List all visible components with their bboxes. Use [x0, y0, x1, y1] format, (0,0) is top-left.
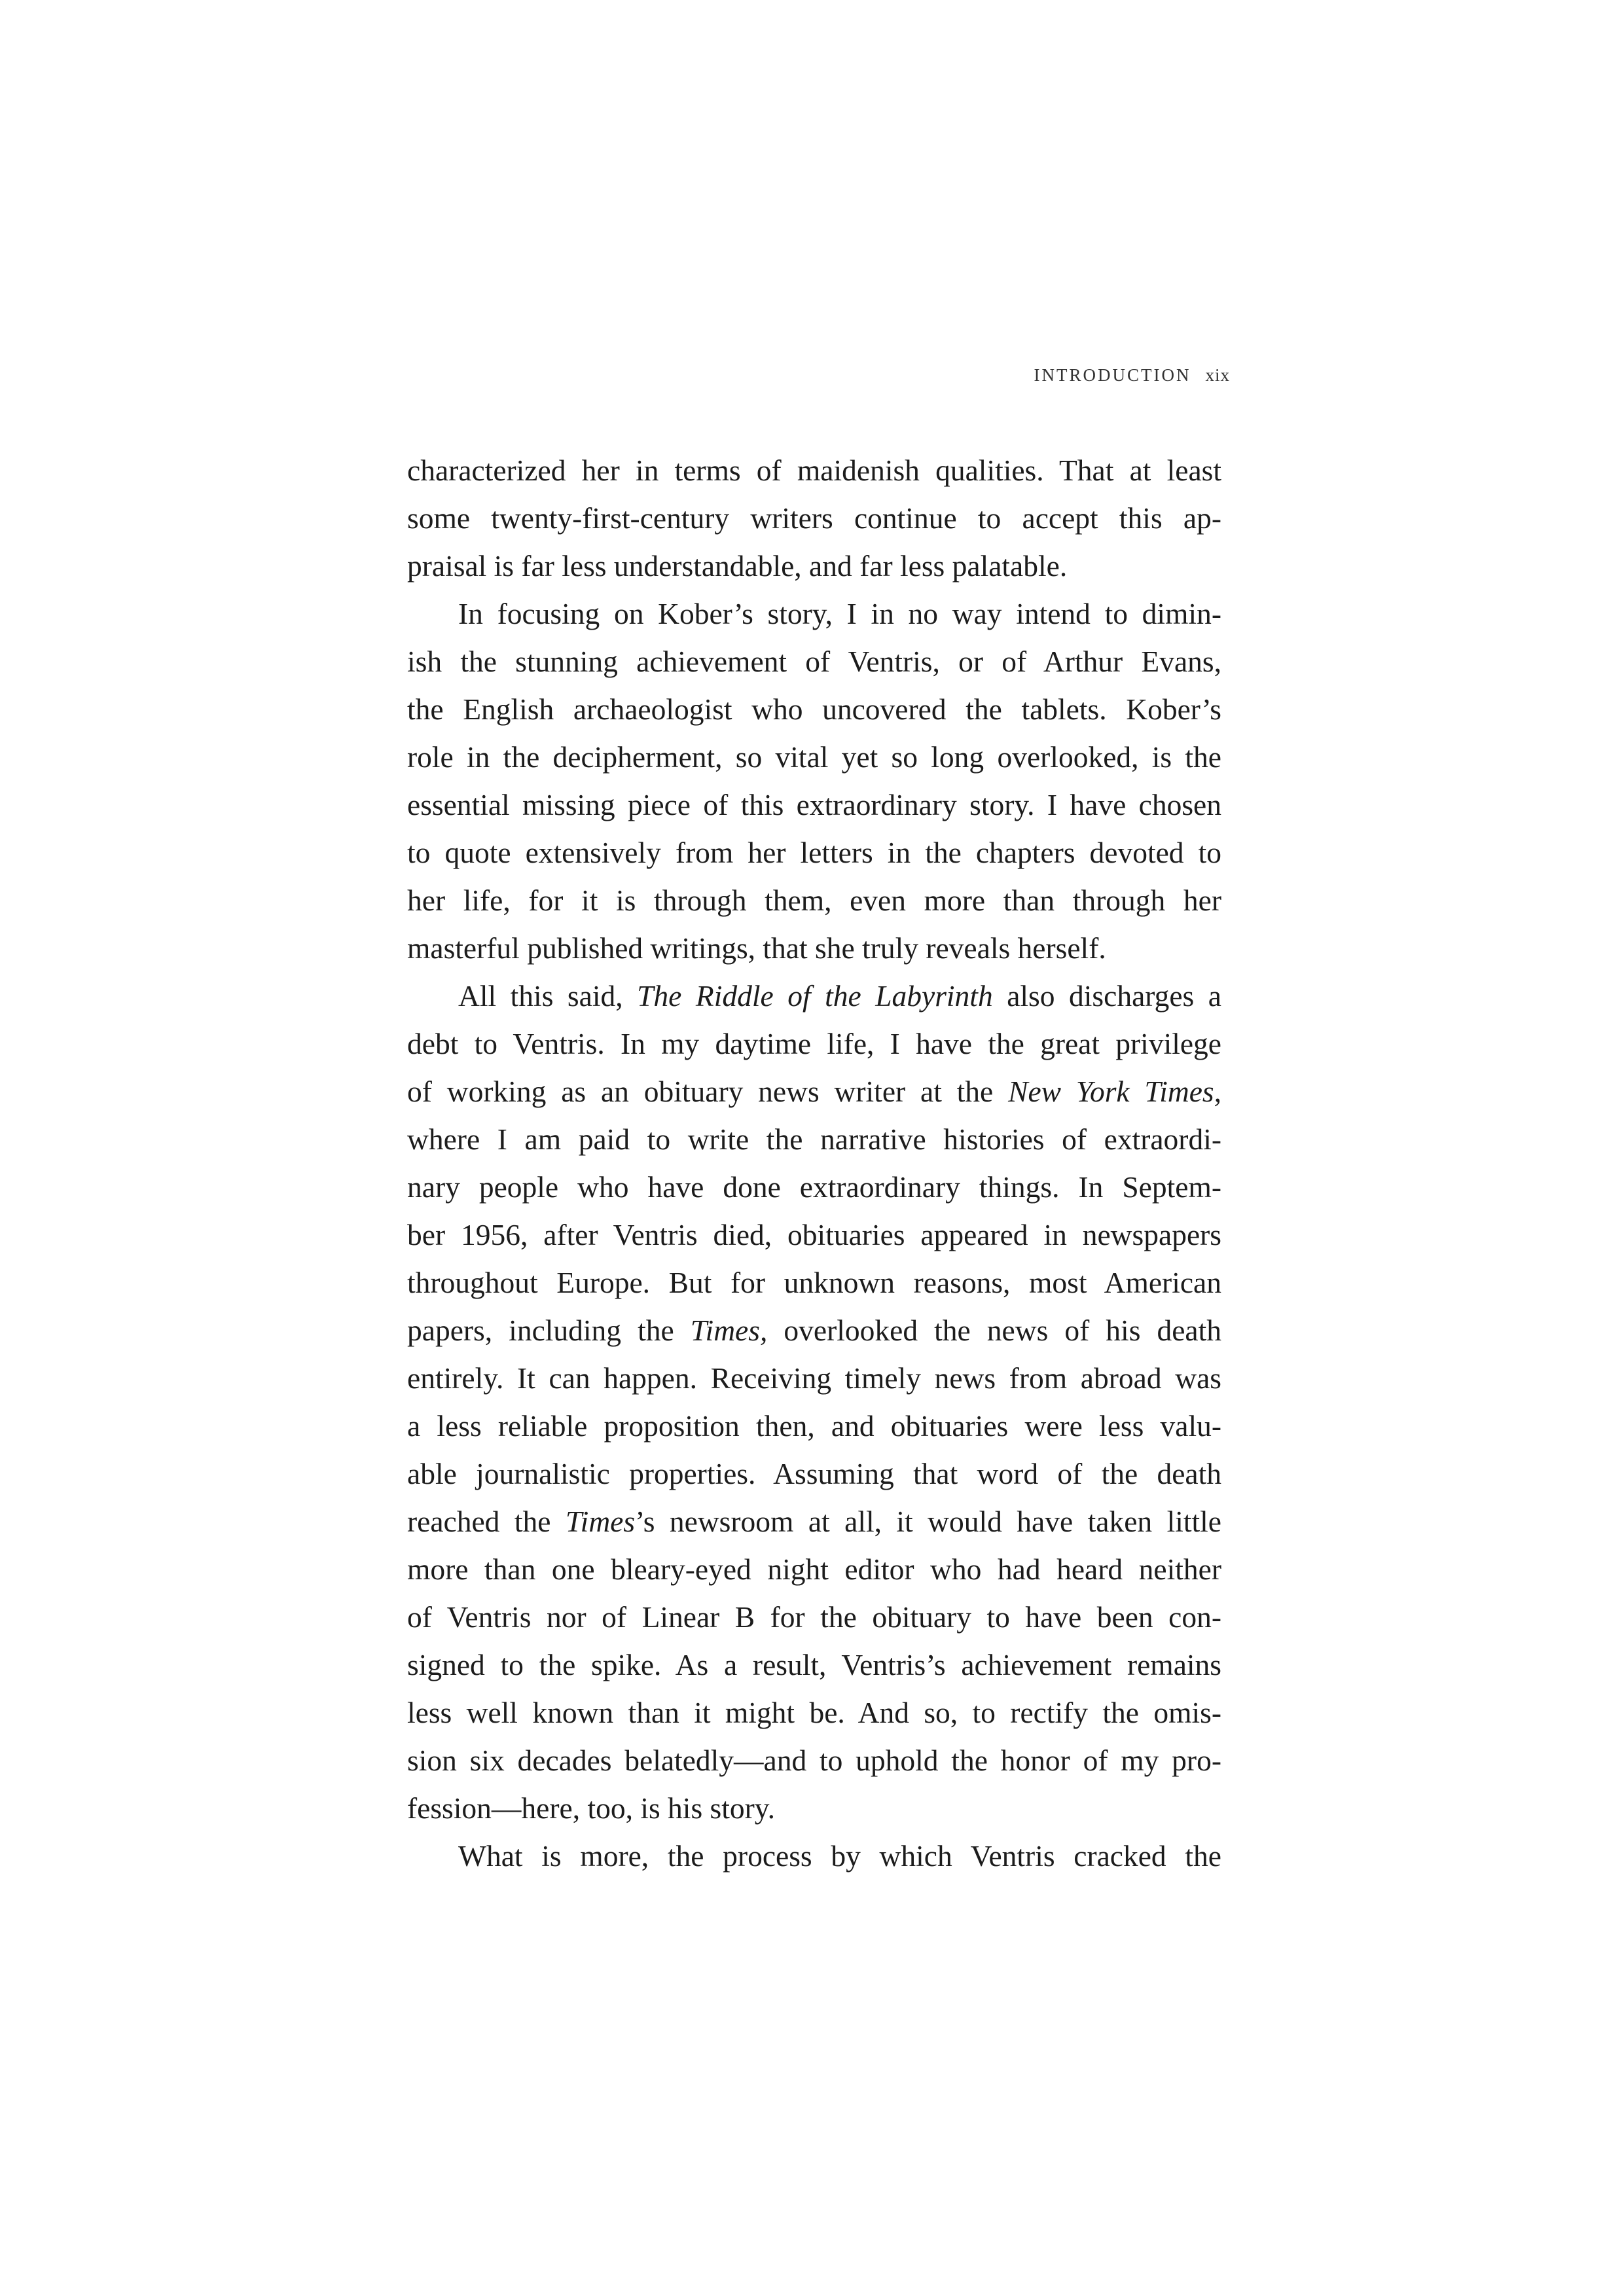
text-line: signed to the spike. As a result, Ventris’s achievement remains	[407, 1648, 1221, 1681]
text-line: some twenty-first-century writers continue to accept this ap-	[407, 501, 1221, 535]
text-line: In focusing on Kober’s story, I in no way intend to dimin-	[458, 597, 1221, 630]
text-line	[407, 1067, 1221, 1115]
text-line: entirely. It can happen. Receiving timely news from abroad was	[407, 1361, 1221, 1395]
text-line: ish the stunning achievement of Ventris, or of Arthur Evans,	[407, 645, 1221, 678]
text-line: What is more, the process by which Ventris cracked the	[458, 1839, 1221, 1873]
text-line: where I am paid to write the narrative histories of extraordi-	[407, 1122, 1221, 1156]
text-line: sion six decades belatedly—and to uphold the honor of my pro-	[407, 1744, 1221, 1777]
text-run: papers, including the	[407, 1314, 691, 1347]
text-line: nary people who have done extraordinary things. In Septem-	[407, 1170, 1221, 1204]
text-run: also discharges a	[992, 979, 1221, 1013]
text-line	[407, 972, 1221, 1020]
text-line	[407, 1498, 1221, 1545]
running-head	[1034, 365, 1231, 386]
text-line	[407, 1306, 1221, 1354]
text-line: less well known than it might be. And so, to rectify the omis-	[407, 1696, 1221, 1729]
text-line: able journalistic properties. Assuming that word of the death	[407, 1457, 1221, 1490]
text-line: debt to Ventris. In my daytime life, I have the great privilege	[407, 1027, 1221, 1060]
text-line: a less reliable proposition then, and obituaries were less valu-	[407, 1409, 1221, 1443]
text-line: more than one bleary-eyed night editor who had heard neither	[407, 1552, 1221, 1586]
running-head-title: INTRODUCTION	[1034, 365, 1191, 385]
text-line: characterized her in terms of maidenish qualities. That at least	[407, 454, 1221, 487]
text-line: role in the decipherment, so vital yet so long overlooked, is the	[407, 740, 1221, 774]
text-run: overlooked the news of his death	[767, 1314, 1221, 1347]
text-line: the English archaeologist who uncovered the tablets. Kober’s	[407, 692, 1221, 726]
newspaper-name-italic: New York Times,	[1008, 1075, 1221, 1108]
text-line: masterful published writings, that she truly reveals herself.	[407, 931, 1106, 965]
text-run: All this said,	[458, 979, 638, 1013]
text-run: of working as an obituary news writer at the	[407, 1075, 1009, 1108]
text-line: throughout Europe. But for unknown reasons, most American	[407, 1266, 1221, 1299]
text-line: of Ventris nor of Linear B for the obituary to have been con-	[407, 1600, 1221, 1634]
newspaper-name-italic: Times,	[690, 1314, 768, 1347]
newspaper-name-italic: Times	[565, 1505, 636, 1538]
text-line: essential missing piece of this extraordinary story. I have chosen	[407, 788, 1221, 821]
text-line: her life, for it is through them, even more than through her	[407, 884, 1221, 917]
text-line: fession—here, too, is his story.	[407, 1791, 775, 1825]
page-number: xix	[1205, 365, 1230, 385]
text-line: ber 1956, after Ventris died, obituaries appeared in newspapers	[407, 1218, 1221, 1251]
text-line: praisal is far less understandable, and far less palatable.	[407, 549, 1068, 583]
text-run: ’s newsroom at all, it would have taken little	[635, 1505, 1221, 1538]
text-line: to quote extensively from her letters in the chapters devoted to	[407, 836, 1221, 869]
book-title-italic: The Riddle of the Labyrinth	[637, 979, 993, 1013]
text-run: reached the	[407, 1505, 566, 1538]
body-text	[407, 446, 1221, 1880]
